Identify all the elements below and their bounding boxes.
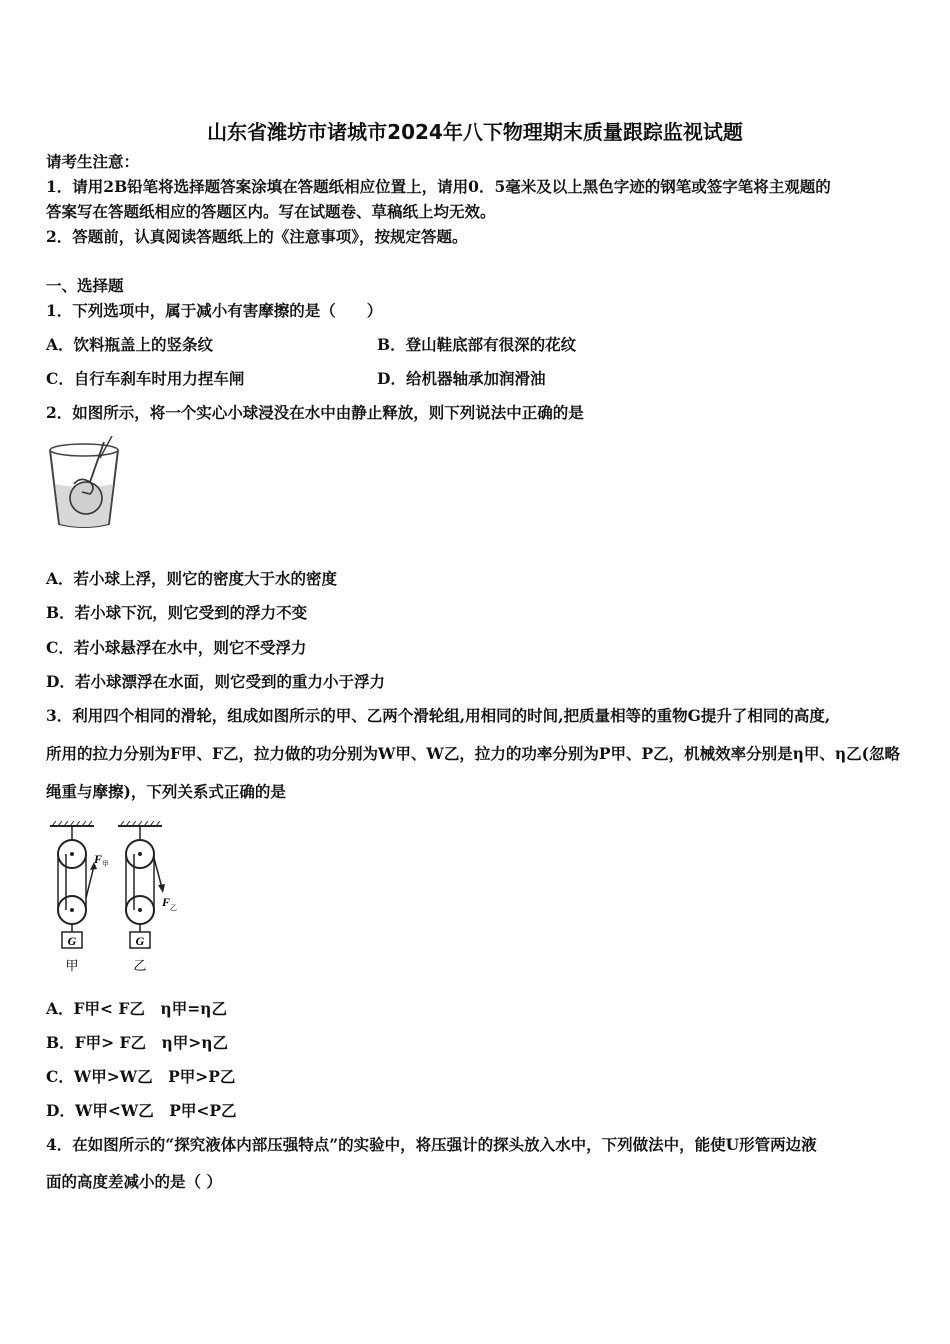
force-label-yi: F: [162, 895, 171, 909]
beaker-ball-figure: [44, 436, 124, 532]
q1-option-a: A．饮料瓶盖上的竖条纹: [46, 335, 214, 354]
q1-option-d: D．给机器轴承加润滑油: [377, 369, 546, 388]
section-heading: 一、选择题: [46, 276, 124, 295]
q3-line-3: 绳重与摩擦)，下列关系式正确的是: [46, 782, 286, 801]
q2-option-d: D．若小球漂浮在水面，则它受到的重力小于浮力: [46, 672, 385, 691]
q2-option-a: A．若小球上浮，则它的密度大于水的密度: [46, 569, 338, 588]
q2-option-c: C．若小球悬浮在水中，则它不受浮力: [46, 638, 307, 657]
figure-label-jia: 甲: [65, 959, 79, 974]
q3-line-1: 3．利用四个相同的滑轮，组成如图所示的甲、乙两个滑轮组,用相同的时间,把质量相等的重物G提升了相同的高度,: [46, 706, 831, 725]
force-sub-yi: 乙: [170, 904, 177, 912]
force-sub-jia: 甲: [102, 860, 109, 868]
q3-option-d: D．W甲<W乙 P甲<P乙: [46, 1101, 237, 1120]
q3-option-c: C．W甲>W乙 P甲>P乙: [46, 1067, 236, 1086]
weight-label-jia: G: [67, 934, 77, 948]
q1-option-b: B．登山鞋底部有很深的花纹: [377, 335, 577, 354]
q3-line-2: 所用的拉力分别为F甲、F乙，拉力做的功分别为W甲、W乙，拉力的功率分别为P甲、P乙，机械效率分别是η甲、η乙(忽略: [46, 744, 901, 763]
q2-stem: 2．如图所示，将一个实心小球浸没在水中由静止释放，则下列说法中正确的是: [46, 403, 584, 422]
q3-option-a: A．F甲< F乙 η甲=η乙: [46, 999, 227, 1018]
q2-option-b: B．若小球下沉，则它受到的浮力不变: [46, 603, 308, 622]
q4-line-1: 4．在如图所示的“探究液体内部压强特点”的实验中，将压强计的探头放入水中，下列做法中，能使U形管两边液: [46, 1135, 817, 1154]
q3-option-b: B．F甲> F乙 η甲>η乙: [46, 1033, 229, 1052]
q1-stem: 1．下列选项中，属于减小有害摩擦的是（ ）: [46, 301, 383, 320]
notice-line-2: 答案写在答题纸相应的答题区内。写在试题卷、草稿纸上均无效。: [46, 202, 496, 221]
q4-line-2: 面的高度差减小的是（ ）: [46, 1172, 222, 1191]
pulley-figure: [44, 818, 194, 978]
q1-option-c: C．自行车刹车时用力捏车闸: [46, 369, 245, 388]
weight-label-yi: G: [135, 934, 145, 948]
notice-line-3: 2．答题前，认真阅读答题纸上的《注意事项》，按规定答题。: [46, 227, 468, 246]
page-title: 山东省潍坊市诸城市2024年八下物理期末质量跟踪监视试题: [207, 120, 743, 144]
force-label-jia: F: [94, 852, 103, 866]
notice-heading: 请考生注意：: [46, 152, 140, 171]
notice-line-1: 1．请用2B铅笔将选择题答案涂填在答题纸相应位置上，请用0．5毫米及以上黑色字迹的钢笔或签字笔将主观题的: [46, 177, 831, 196]
figure-label-yi: 乙: [133, 959, 147, 974]
